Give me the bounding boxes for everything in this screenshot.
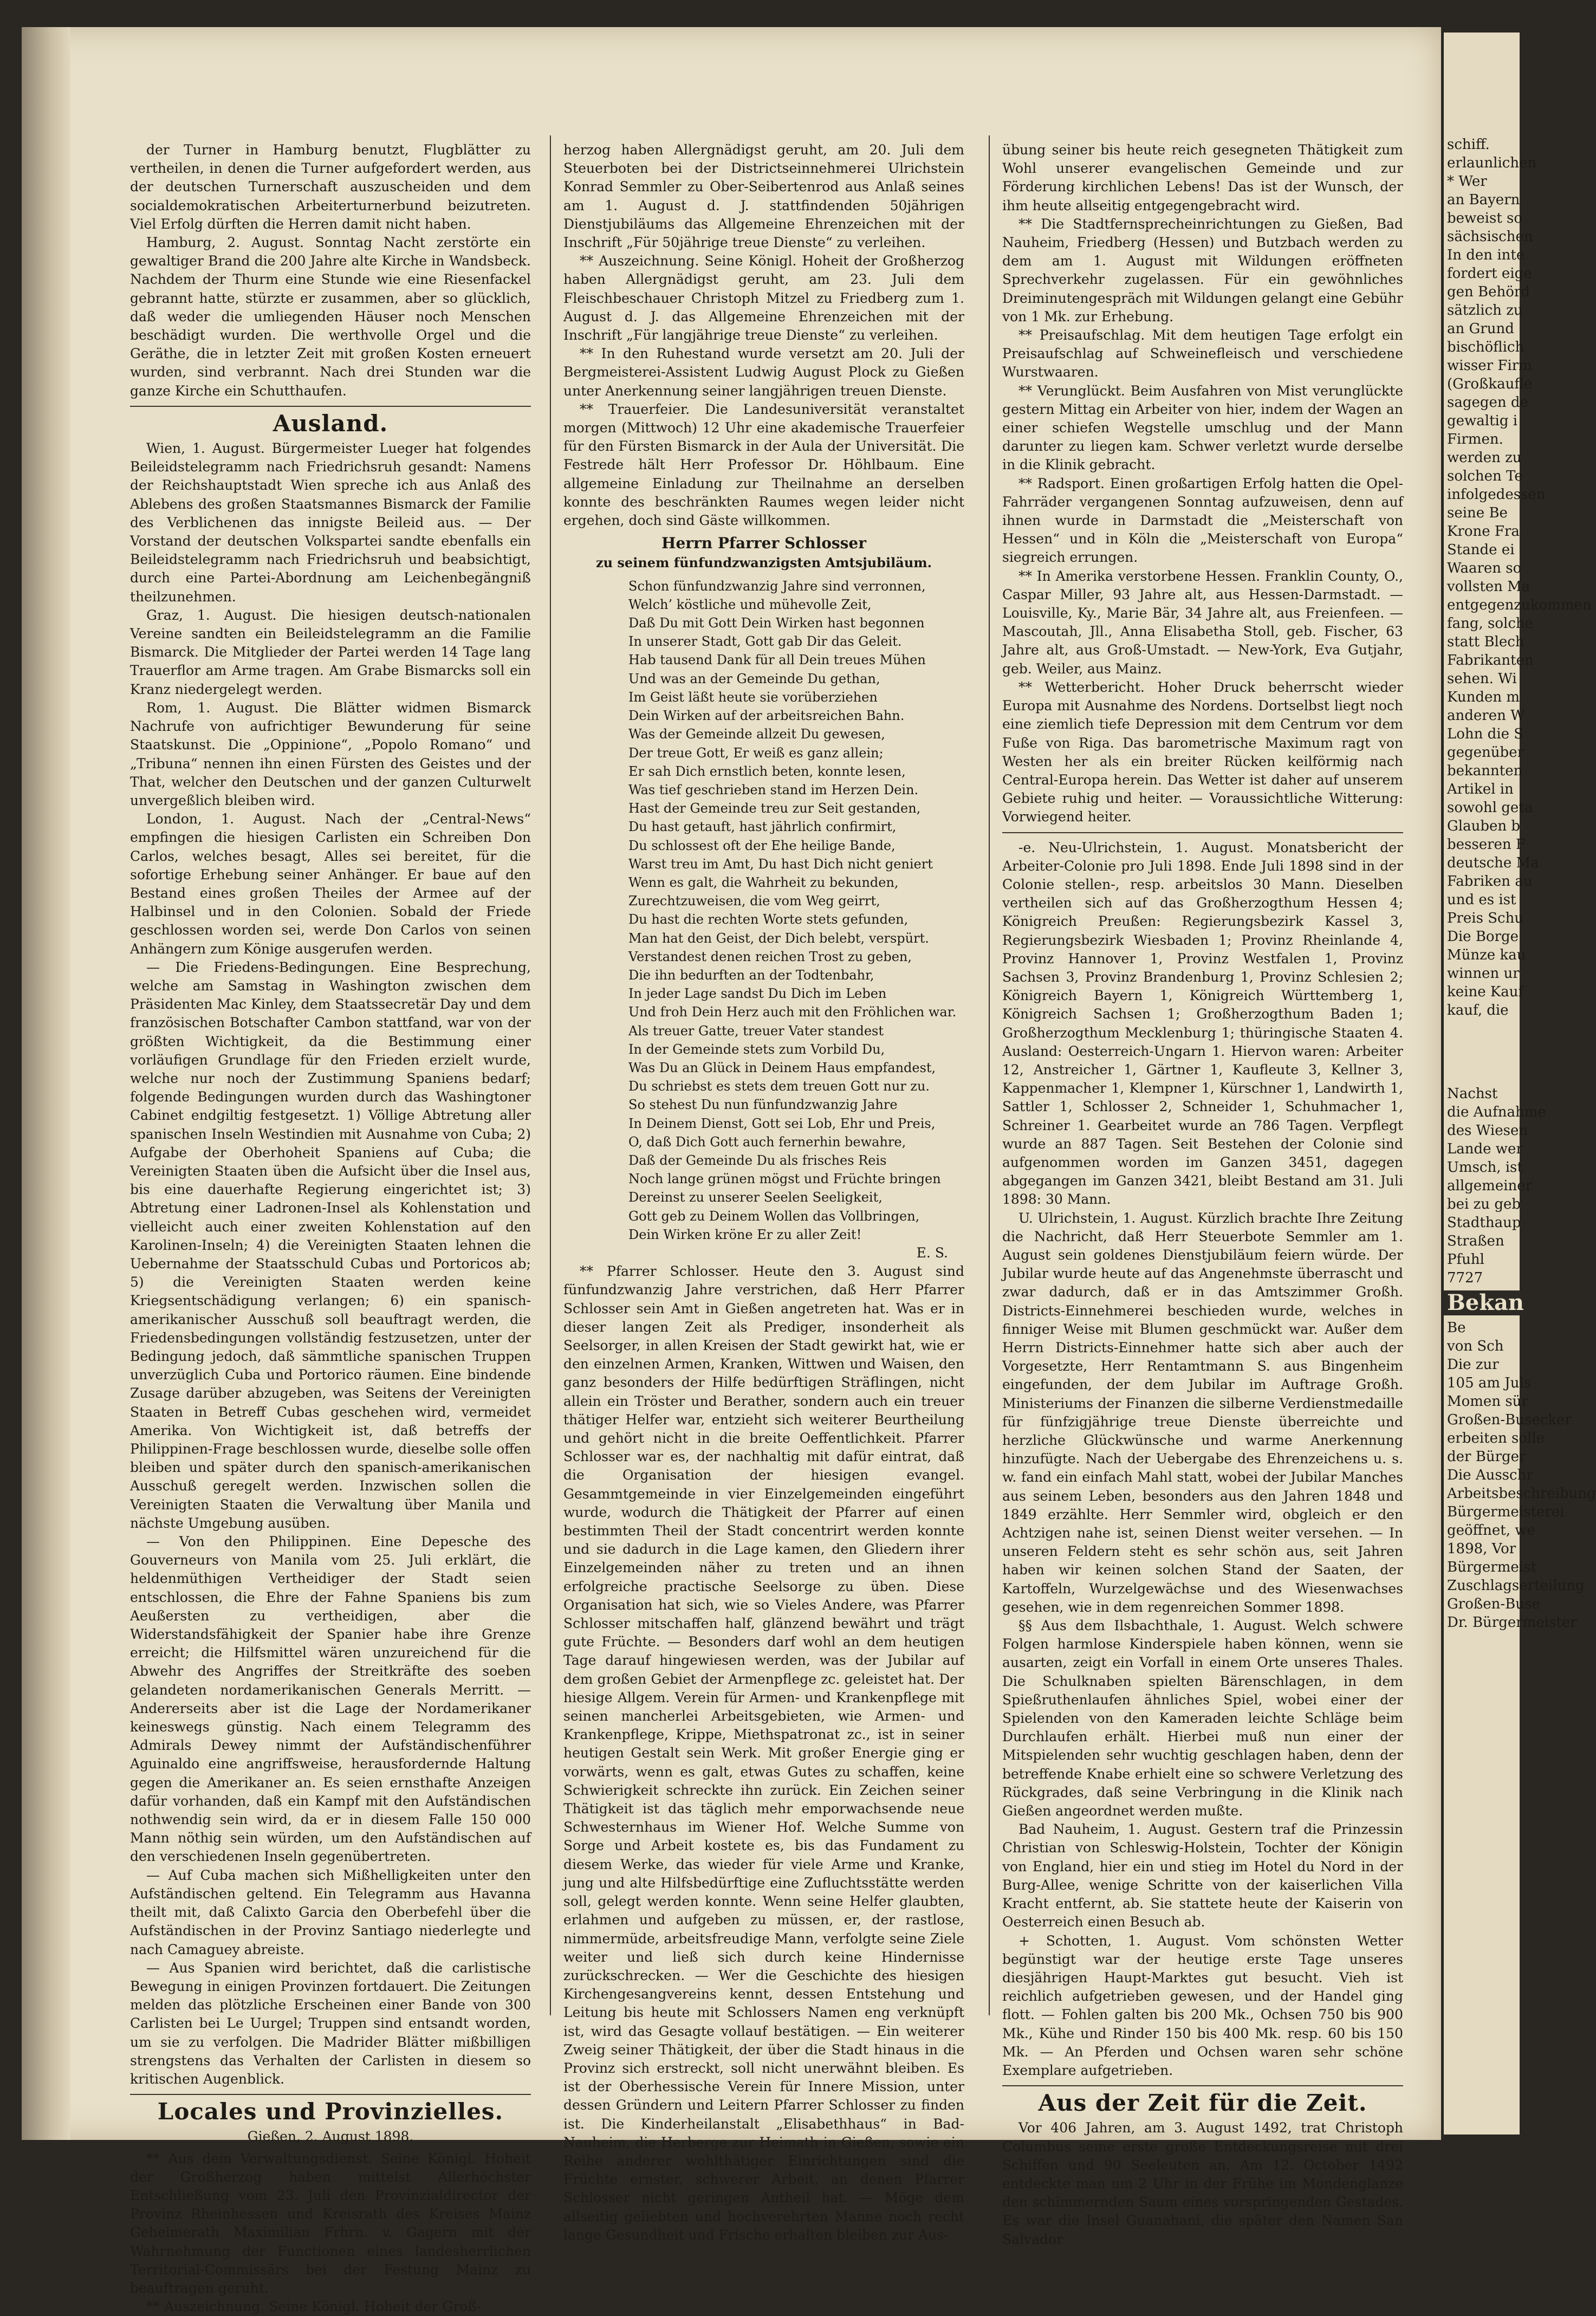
poem-line: Was der Gemeinde allzeit Du gewesen, bbox=[628, 726, 885, 742]
poem-line: Warst treu im Amt, Du hast Dich nicht geniert bbox=[628, 856, 933, 872]
adjacent-text-fragment: werden zu bbox=[1447, 450, 1522, 466]
poem-line: Was tief geschrieben stand im Herzen Dein. bbox=[628, 782, 919, 797]
adjacent-text-fragment: keine Kauf bbox=[1447, 984, 1524, 1000]
adjacent-text-fragment: Bürgermeist bbox=[1447, 1559, 1536, 1575]
adjacent-text-fragment: seine Be bbox=[1447, 505, 1508, 521]
column-divider bbox=[550, 135, 551, 2015]
poem-line: Und was an der Gemeinde Du gethan, bbox=[628, 671, 880, 686]
adjacent-text-fragment: Fabriken au bbox=[1447, 873, 1533, 890]
article-friedensbedingungen: — Die Friedens-Bedingungen. Eine Besprechung, welche am Samstag in Washington zwischen dem Präsidenten Mac Kinley, dem Staatssecretär Day und dem französischen Botschafter Cambon stattfand, war von der größten Wichtigkeit, da die Bestimmung einer vorläufigen Grundlage für den Frieden erzielt wurde, welche nur noch der Zustimmung Spaniens bedarf; folgende Bedingungen wurden durch das Washingtoner Cabinet endgiltig festgesetzt. 1) Völlige Abtretung aller spanischen Inseln Westindien mit Ausnahme von Cuba; 2) Aufgabe der Oberhoheit Spaniens auf Cuba; die Vereinigten Staaten üben die Aufsicht über die Insel aus, bis eine dauerhafte Regierung eingerichtet ist; 3) Abtretung einer Ladronen-Insel als Kohlenstation und vielleicht auch einer zweiten Kohlenstation auf den Karolinen-Inseln; 4) die Vereinigten Staaten lehnen die Uebernahme der Staatsschuld Cubas und Portoricos ab; 5) die Vereinigten Staaten werden keine Kriegsentschädigung verlangen; 6) ein spanisch-amerikanischer Ausschuß soll beauftragt werden, die Friedensbedingungen vollständig festzusetzen, unter der Bedingung jedoch, daß sämmtliche spanischen Truppen unverzüglich Cuba und Portorico räumen. Eine bindende Zusage darüber abzugeben, was Seitens der Vereinigten Staaten in Betreff Cubas geschehen wird, vermeidet Amerika. Von Wichtigkeit ist, daß betreffs der Philippinen-Frage beschlossen wurde, dieselbe solle offen bleiben und später durch den spanisch-amerikanischen Ausschuß geregelt werden. Inzwischen sollen die Vereinigten Staaten die Verwaltung über Manila und nächste Umgebung ausüben. bbox=[130, 959, 531, 1531]
adjacent-page-strip bbox=[1444, 33, 1596, 2135]
adjacent-text-fragment: Die Borge bbox=[1447, 929, 1519, 945]
poem-line: O, daß Dich Gott auch fernerhin bewahre, bbox=[628, 1134, 906, 1150]
poem-line: Hab tausend Dank für all Dein treues Mühen bbox=[628, 652, 926, 668]
adjacent-text-fragment: wisser Firm bbox=[1447, 358, 1532, 374]
adjacent-text-fragment: infolgedessen bbox=[1447, 486, 1546, 503]
adjacent-text-fragment: Bekan bbox=[1444, 1290, 1520, 1315]
adjacent-text-fragment: Großen-Buse bbox=[1447, 1596, 1540, 1612]
poem-line: Du hast die rechten Worte stets gefunden, bbox=[628, 912, 909, 927]
adjacent-page-fragments-lower bbox=[1444, 1085, 1596, 1632]
poem-signature: E. S. bbox=[916, 1244, 948, 1261]
adjacent-text-fragment: Großen-Busecker bbox=[1447, 1412, 1572, 1428]
adjacent-text-fragment: Kunden m bbox=[1447, 689, 1520, 705]
binding-spine bbox=[22, 27, 70, 2140]
adjacent-text-fragment: bischöflich bbox=[1447, 339, 1524, 355]
poem-line: Dein Wirken auf der arbeitsreichen Bahn. bbox=[628, 708, 905, 724]
poem-line: Dein Wirken kröne Er zu aller Zeit! bbox=[628, 1227, 862, 1242]
adjacent-text-fragment: schiff. bbox=[1447, 137, 1490, 153]
adjacent-page-fragments bbox=[1444, 33, 1592, 1020]
adjacent-text-fragment: Straßen bbox=[1447, 1233, 1504, 1249]
adjacent-text-fragment: Stande ei bbox=[1447, 542, 1515, 558]
adjacent-text-fragment: Die Ausschr bbox=[1447, 1467, 1533, 1483]
divider bbox=[1002, 2085, 1403, 2086]
poem-line: Dereinst zu unserer Seelen Seeligkeit, bbox=[628, 1190, 883, 1205]
adjacent-text-fragment: erbeiten solle bbox=[1447, 1430, 1545, 1446]
poem-line: So stehest Du nun fünfundzwanzig Jahre bbox=[628, 1097, 898, 1113]
poem-line: Der treue Gott, Er weiß es ganz allein; bbox=[628, 745, 884, 761]
poem-line: In unserer Stadt, Gott gab Dir das Geleit. bbox=[628, 634, 902, 650]
adjacent-text-fragment: Arbeitsbeschreibung bbox=[1447, 1485, 1596, 1502]
adjacent-text-fragment: Be bbox=[1447, 1320, 1466, 1336]
adjacent-text-fragment: 7727 bbox=[1447, 1270, 1483, 1286]
poem-line: Man hat den Geist, der Dich belebt, verspürt. bbox=[628, 930, 929, 946]
adjacent-text-fragment: solchen Te bbox=[1447, 468, 1523, 484]
adjacent-text-fragment: Fabrikanten bbox=[1447, 652, 1534, 669]
adjacent-text-fragment: an Grund bbox=[1447, 321, 1514, 337]
poem-line: Was Du an Glück in Deinem Haus empfandest, bbox=[628, 1060, 936, 1075]
adjacent-text-fragment: sätzlich zu bbox=[1447, 302, 1523, 319]
article-auszeichnung-start: ** Auszeichnung. Seine Königl. Hoheit der Groß- bbox=[146, 2299, 482, 2315]
adjacent-text-fragment: deutsche Ma bbox=[1447, 855, 1539, 871]
adjacent-text-fragment: statt Blech bbox=[1447, 634, 1524, 650]
adjacent-text-fragment: (Großkaufle bbox=[1447, 376, 1533, 392]
article-wien: Wien, 1. August. Bürgermeister Lueger hat folgendes Beileidstelegramm nach Friedrichsruh gesandt: Namens der Reichshauptstadt Wien spreche ich aus Anlaß des Ablebens des großen Staatsmannes Bismarck der Familie des Verblichenen das innigste Beileid aus. — Der Vorstand der deutschen Volkspartei sandte ebenfalls ein Beileidstelegramm nach Friedrichsruh und beabsichtigt, durch eine Partei-Abordnung am Leichenbegängniß theilzunehmen. bbox=[130, 440, 531, 605]
article-preisaufschlag: ** Preisaufschlag. Mit dem heutigen Tage erfolgt ein Preisaufschlag auf Schweinefleisch und verschiedene Wurstwaaren. bbox=[1002, 327, 1403, 380]
adjacent-text-fragment: Glauben b bbox=[1447, 818, 1521, 834]
article-graz: Graz, 1. August. Die hiesigen deutsch-nationalen Vereine sandten ein Beileidstelegramm an die Familie Bismarck. Die Mitglieder der Partei werden 14 Tage lang Trauerflor am Arme tragen. Am Grabe Bismarcks soll ein Kranz niedergelegt werden. bbox=[130, 607, 531, 697]
adjacent-text-fragment: der Bürger bbox=[1447, 1449, 1526, 1465]
column-divider bbox=[989, 135, 990, 2015]
article-bad-nauheim: Bad Nauheim, 1. August. Gestern traf die Prinzessin Christian von Schleswig-Holstein, Tochter der Königin von England, hier ein und stieg im Hotel du Nord in der Burg-Allee, wenige Schritte von der kaiserlichen Villa Kracht entfernt, ab. Sie stattete heute der Kaiserin von Oesterreich einen Besuch ab. bbox=[1002, 1821, 1403, 1930]
adjacent-text-fragment: * Wer bbox=[1447, 173, 1487, 190]
poem-line: Verstandest denen reichen Trost zu geben, bbox=[628, 949, 912, 964]
adjacent-text-fragment: gewaltig i bbox=[1447, 413, 1518, 429]
adjacent-text-fragment: Stadthaup bbox=[1447, 1215, 1521, 1231]
poem-line: In Deinem Dienst, Gott sei Lob, Ehr und Preis, bbox=[628, 1115, 936, 1131]
adjacent-text-fragment: fordert eige bbox=[1447, 265, 1532, 282]
adjacent-text-fragment: winnen ur bbox=[1447, 965, 1520, 982]
adjacent-text-fragment: allgemeiner bbox=[1447, 1178, 1533, 1194]
article-hamburg: Hamburg, 2. August. Sonntag Nacht zerstörte ein gewaltiger Brand die 200 Jahre alte Kirche in Wandsbeck. Nachdem der Thurm eine Stunde wie eine Riesenfackel gebrannt hatte, stürzte er zusammen, aber so glücklich, daß weder die umliegenden Häuser noch Menschen beschädigt wurden. Die werthvolle Orgel und die Geräthe, die in letzter Zeit mit großen Kosten erneuert wurden, sind verbrannt. Nach drei Stunden war die ganze Kirche ein Schutthaufen. bbox=[130, 235, 531, 399]
poem-line: In jeder Lage sandst Du Dich im Leben bbox=[628, 986, 887, 1002]
adjacent-text-fragment: Die zur bbox=[1447, 1357, 1499, 1373]
adjacent-text-fragment: 105 am Juls bbox=[1447, 1375, 1532, 1391]
adjacent-text-fragment: Dr. Bürgermeister bbox=[1447, 1614, 1577, 1631]
section-heading-ausland: Ausland. bbox=[273, 410, 388, 437]
adjacent-text-fragment: Nachst bbox=[1447, 1086, 1498, 1102]
article-trauerfeier: ** Trauerfeier. Die Landesuniversität veranstaltet morgen (Mittwoch) 12 Uhr eine akademische Trauerfeier für den Fürsten Bismarck in der Aula der Universität. Die Festrede hält Herr Professor Dr. Höhlbaum. Eine allgemeine Einladung zur Theilnahme an derselben konnte des beschränkten Raumes wegen leider nicht ergehen, doch sind Gäste willkommen. bbox=[563, 401, 964, 529]
adjacent-text-fragment: Firmen. bbox=[1447, 431, 1503, 447]
article-cuba: — Auf Cuba machen sich Mißhelligkeiten unter den Aufständischen geltend. Ein Telegramm aus Havanna theilt mit, daß Calixto Garcia den Oberbefehl über die Aufständischen in der Provinz Santiago niederlegte und nach Camaguey abreiste. bbox=[130, 1867, 531, 1957]
poem-line: Du schriebst es stets dem treuen Gott nur zu. bbox=[628, 1079, 930, 1094]
poem-line: Zurechtzuweisen, die vom Weg geirrt, bbox=[628, 893, 880, 909]
column-1 bbox=[130, 141, 531, 2316]
section-heading-zeit: Aus der Zeit für die Zeit. bbox=[1038, 2090, 1367, 2117]
divider bbox=[130, 406, 531, 407]
poem-line: Welch’ köstliche und mühevolle Zeit, bbox=[628, 596, 872, 612]
poem-line: Du hast getauft, hast jährlich confirmirt, bbox=[628, 819, 897, 835]
poem-title: Herrn Pfarrer Schlosser bbox=[661, 534, 866, 553]
adjacent-text-fragment: besseren F bbox=[1447, 836, 1526, 853]
adjacent-text-fragment: geöffnet, we bbox=[1447, 1522, 1535, 1539]
adjacent-text-fragment: Münze kau bbox=[1447, 947, 1526, 963]
article-turner-end: der Turner in Hamburg benutzt, Flugblätter zu vertheilen, in denen die Turner aufgefordert werden, aus der deutschen Turnerschaft auszuscheiden und dem socialdemokratischen Arbeiterturnerbund beizutreten. Viel Erfolg dürften die Herren damit nicht haben. bbox=[130, 142, 531, 232]
poem-line: In der Gemeinde stets zum Vorbild Du, bbox=[628, 1041, 885, 1057]
poem-line: Er sah Dich ernstlich beten, konnte lesen, bbox=[628, 763, 906, 779]
adjacent-text-fragment: Bürgermeisterei bbox=[1447, 1504, 1565, 1520]
adjacent-text-fragment: bekannten bbox=[1447, 763, 1523, 779]
article-radsport: ** Radsport. Einen großartigen Erfolg hatten die Opel-Fahrräder vergangenen Sonntag aufzuweisen, denn auf ihnen wurde in Darmstadt die „Meisterschaft von Hessen“ und in Köln die „Meisterschaft von Europa“ siegreich errungen. bbox=[1002, 475, 1403, 566]
adjacent-text-fragment: fang, solche bbox=[1447, 615, 1534, 632]
poem-subtitle: zu seinem fünfundzwanzigsten Amtsjubiläum. bbox=[595, 555, 932, 571]
adjacent-text-fragment: 1898, Vor bbox=[1447, 1541, 1516, 1557]
adjacent-text-fragment: von Sch bbox=[1447, 1338, 1504, 1354]
poem-line: Im Geist läßt heute sie vorüberziehen bbox=[628, 689, 878, 705]
article-spanien: — Aus Spanien wird berichtet, daß die carlistische Bewegung in einigen Provinzen fortdauert. Die Zeitungen melden das plötzliche Erscheinen einer Bande von 300 Carlisten bei Le Uurgel; Truppen sind entsandt worden, um sie zu verfolgen. Die Madrider Blätter mißbilligen strengstens das Verhalten der Carlisten in diesem so kritischen Augenblick. bbox=[130, 1960, 531, 2087]
adjacent-text-fragment: beweist so bbox=[1447, 210, 1523, 226]
adjacent-text-fragment: In den inte bbox=[1447, 247, 1525, 263]
article-auszeichnung-2: ** Auszeichnung. Seine Königl. Hoheit der Großherzog haben Allergnädigst geruht, am 23. Juli dem Fleischbeschauer Christoph Mitzel zu Friedberg zum 1. August d. J. das Allgemeine Ehrenzeichen mit der Inschrift „Für langjährige treue Dienste“ zu verleihen. bbox=[563, 253, 964, 343]
adjacent-text-fragment: Momen sür bbox=[1447, 1393, 1528, 1410]
adjacent-text-fragment: erlaunlichen bbox=[1447, 155, 1537, 171]
poem-line: Du schlossest oft der Ehe heilige Bande, bbox=[628, 838, 896, 853]
article-wetterbericht: ** Wetterbericht. Hoher Druck beherrscht wieder Europa mit Ausnahme des Nordens. Dortselbst liegt noch eine ziemlich tiefe Depression mit dem Centrum vor dem Fuße von Riga. Das barometrische Maximum ragt von Westen her als ein breiter Rücken keilförmig nach Central-Europa herein. Das Wetter ist daher auf unserem Gebiete ruhig und heiter. — Voraussichtliche Witterung: Vorwiegend heiter. bbox=[1002, 679, 1403, 825]
adjacent-text-fragment: gen Behörd bbox=[1447, 284, 1530, 300]
article-fernsprech: ** Die Stadtfernsprecheinrichtungen zu Gießen, Bad Nauheim, Friedberg (Hessen) und Butzbach werden zu dem am 1. August mit Wildungen eröffneten Sprechverkehr zugelassen. Für ein gewöhnliches Dreiminutengespräch mit Wildungen gelangt eine Gebühr von 1 Mk. zur Erhebung. bbox=[1002, 216, 1403, 325]
article-rom: Rom, 1. August. Die Blätter widmen Bismarck Nachrufe von aufrichtiger Bewunderung für seine Staatskunst. Die „Oppinione“, „Popolo Romano“ und „Tribuna“ nennen ihn einen Fürsten des Geistes und der That, welcher den Deutschen und der ganzen Culturwelt unvergeßlich bleiben wird. bbox=[130, 699, 531, 808]
article-philippinen: — Von den Philippinen. Eine Depesche des Gouverneurs von Manila vom 25. Juli erklärt, die heldenmüthigen Vertheidiger der Stadt seien entschlossen, die Ehre der Fahne Spaniens bis zum Aeußersten zu vertheidigen, aber die Widerstandsfähigkeit der Spanier habe ihre Grenze erreicht; die Hilfsmittel wären unzureichend für die Abwehr des Angriffes der Streitkräfte des soeben gelandeten nordamerikanischen Generals Merritt. — Andererseits aber ist die Lage der Nordamerikaner keineswegs günstig. Nach einem Telegramm des Admirals Dewey nimmt der Aufständischenführer Aguinaldo eine angriffsweise, herausfordernde Haltung gegen die Amerikaner an. Es seien ernsthafte Anzeigen dafür vorhanden, daß ein Kampf mit den Aufständischen nothwendig sein wird, da er in diesem Falle 150 000 Mann nöthig sein würden, um den Aufständischen auf den verschiedenen Inseln gegenübertreten. bbox=[130, 1534, 531, 1865]
adjacent-text-fragment: des Wiesen bbox=[1447, 1123, 1528, 1139]
poem-line: Noch lange grünen mögst und Früchte bringen bbox=[628, 1171, 941, 1187]
article-amerika-hessen: ** In Amerika verstorbene Hessen. Franklin County, O., Caspar Miller, 93 Jahre alt, aus Hessen-Darmstadt. — Louisville, Ky., Marie Bär, 34 Jahre alt, aus Freienfeen. — Mascoutah, Jll., Anna Elisabetha Stoll, geb. Fischer, 63 Jahre alt, aus Groß-Umstadt. — New-York, Eva Gutjahr, geb. Weiler, aus Mainz. bbox=[1002, 568, 1403, 677]
column-2 bbox=[563, 141, 964, 2244]
article-pfarrer-schlosser: ** Pfarrer Schlosser. Heute den 3. August sind fünfundzwanzig Jahre verstrichen, daß Herr Pfarrer Schlosser sein Amt in Gießen angetreten hat. Was er in dieser langen Zeit als Prediger, insonderheit als Seelsorger, in allen Kreisen der Stadt gewirkt hat, wie er den einzelnen Armen, Kranken, Wittwen und Waisen, den ganz besonders der Hilfe bedürftigen Sträflingen, nicht allein ein Tröster und Berather, sondern auch ein treuer thätiger Helfer war, entzieht sich weiterer Beurtheilung und gehört nicht in die breite Oeffentlichkeit. Pfarrer Schlosser war es, der nachhaltig mit dafür eintrat, daß die Organisation der hiesigen evangel. Gesammtgemeinde in vier Einzelgemeinden eingeführt wurde, wodurch die Thätigkeit der Pfarrer auf einen bestimmten Theil der Stadt concentrirt werden konnte und sie dadurch in die Lage kamen, den Gliedern ihrer Einzelgemeinden näher zu treten und an ihnen erfolgreiche practische Seelsorge zu üben. Diese Organisation hat sich, wie so Vieles Andere, was Pfarrer Schlosser mitschaffen half, glänzend bewährt und trägt gute Früchte. — Besonders darf wohl an dem heutigen Tage darauf hingewiesen werden, was der Jubilar auf dem großen Gebiet der Armenpflege zc. geleistet hat. Der hiesige Allgem. Verein für Armen- und Krankenpflege mit seinen mancherlei Arbeitsgebieten, wie Armen- und Krankenpflege, Krippe, Miethspatronat zc., ist in seiner heutigen Gestalt sein Werk. Mit großer Energie ging er vorwärts, wenn es galt, etwas Gutes zu schaffen, keine Schwierigkeit schreckte ihn zurück. Ein Zeichen seiner Thätigkeit ist das täglich mehr emporwachsende neue Schwesternhaus im Wiener Hof. Welche Summe von Sorge und Arbeit kostete es, bis das Fundament zu diesem Werke, das wieder für viele Arme und Kranke, jung und alte Hilfsbedürftige eine Zufluchtsstätte werden soll, gelegt werden konnte. Wenn seine Helfer glaubten, erlahmen und aufgeben zu müssen, er, der rastlose, nimmermüde, arbeitsfreudige Mann, verfolgte seine Ziele weiter und ließ sich durch keine Hindernisse zurückschrecken. — Wer die Geschichte des hiesigen Kirchengesangvereins kennt, dessen Entstehung und Leitung bis heute mit Schlossers Namen eng verknüpft ist, wird das Gesagte vollauf bestätigen. — Ein weiterer Zweig seiner Thätigkeit, der über die Stadt hinaus in die Provinz sich erstreckt, soll nicht unerwähnt bleiben. Es ist der Oberhessische Verein für Innere Mission, unter dessen Gründern und Leitern Pfarrer Schlosser zu finden ist. Die Kinderheilanstalt „Elisabethhaus“ in Bad-Nauheim, die Herberge zur Heimath in Gießen, sowie ein Reihe anderer wohlthätiger Einrichtungen sind die Früchte ernster, schwerer Arbeit, an denen Pfarrer Schlosser nicht geringen Antheil hat. — Möge dem allseitig geliebten und hochverehrten Manne noch recht lange Gesundheit und Frische erhalten bleiben zur Aus- bbox=[563, 1263, 964, 2243]
adjacent-text-fragment: anderen W bbox=[1447, 708, 1525, 724]
poem-line: Und froh Dein Herz auch mit den Fröhlichen war. bbox=[628, 1004, 957, 1020]
article-schlosser-end: übung seiner bis heute reich gesegneten Thätigkeit zum Wohl unserer evangelischen Gemeinde und zur Förderung kirchlichen Lebens! Das ist der Wunsch, der ihm heute allseitig entgegengebracht wird. bbox=[1002, 142, 1403, 213]
adjacent-text-fragment: vollsten Ma bbox=[1447, 579, 1530, 595]
dateline: Gießen, 2. August 1898. bbox=[247, 2129, 414, 2145]
divider bbox=[130, 2094, 531, 2095]
adjacent-text-fragment: Lohn die S bbox=[1447, 726, 1524, 742]
adjacent-text-fragment: Artikel in bbox=[1447, 781, 1514, 797]
article-london: London, 1. August. Nach der „Central-News“ empfingen die hiesigen Carlisten ein Schreiben Don Carlos, welches besagt, Alles sei bereitet, für die sofortige Erhebung seiner Anhänger. Er baue auf den Bestand eines großen Theiles der Armee auf der Halbinsel und in den Colonien. Sobald der Friede geschlossen worden sei, werde Don Carlos von seinen Anhängern zum Könige ausgerufen werden. bbox=[130, 811, 531, 957]
article-neu-ulrichstein: -e. Neu-Ulrichstein, 1. August. Monatsbericht der Arbeiter-Colonie pro Juli 1898. Ende Juli 1898 sind in der Colonie stellen-, resp. arbeitslos 30 Mann. Dieselben vertheilen sich auf das Großherzogthum Hessen 4; Königreich Preußen: Regierungsbezirk Kassel 3, Regierungsbezirk Wiesbaden 1; Provinz Rheinlande 4, Provinz Hannover 1, Provinz Westfalen 1, Provinz Sachsen 3, Provinz Brandenburg 1, Provinz Schlesien 2; Königreich Bayern 1, Königreich Württemberg 1, Königreich Sachsen 1; Großherzogthum Baden 1; Großherzogthum Mecklenburg 1; thüringische Staaten 4. Ausland: Oesterreich-Ungarn 1. Hiervon waren: Arbeiter 12, Anstreicher 1, Gärtner 1, Kaufleute 3, Kellner 3, Kappenmacher 1, Klempner 1, Kürschner 1, Landwirth 1, Sattler 1, Schlosser 2, Schneider 1, Schuhmacher 1, Schreiner 1. Gearbeitet wurde an 786 Tagen. Verpflegt wurde an 887 Tagen. Seit Bestehen der Colonie sind aufgenommen worden im Ganzen 3451, dagegen abgegangen im Ganzen 3421, bleibt Bestand am 31. Juli 1898: 30 Mann. bbox=[1002, 839, 1403, 1208]
adjacent-text-fragment: Waaren so bbox=[1447, 560, 1522, 576]
poem-line: Daß der Gemeinde Du als frisches Reis bbox=[628, 1152, 887, 1168]
article-auszeichnung-cont: herzog haben Allergnädigst geruht, am 20. Juli dem Steuerboten bei der Districtseinnehmerei Ulrichstein Konrad Semmler zu Ober-Seibertenrod aus Anlaß seines am 1. August d. J. stattfindenden 50jährigen Dienstjubiläums das Allgemeine Ehrenzeichen mit der Inschrift „Für 50jährige treue Dienste“ zu verleihen. bbox=[563, 142, 964, 251]
poem-line: Schon fünfundzwanzig Jahre sind verronnen, bbox=[628, 578, 926, 594]
poem-line: Hast der Gemeinde treu zur Seit gestanden, bbox=[628, 801, 921, 816]
poem-line: Gott geb zu Deinem Wollen das Vollbringen, bbox=[628, 1208, 920, 1224]
adjacent-text-fragment: Umsch, ist bbox=[1447, 1159, 1523, 1176]
article-columbus: Vor 406 Jahren, am 3. August 1492, trat Christoph Columbus seine erste große Entdeckungsreise mit drei Schiffen und 90 Seeleuten an. Am 12. October 1492 entdeckte man um 2 Uhr in der Frühe im Mondenglanze den schimmernden Saum eines vorspringenden Gestades. Es war die Insel Guanahani, die später den Namen San Salvador bbox=[1002, 2120, 1403, 2247]
divider bbox=[1002, 832, 1403, 833]
adjacent-text-fragment: sowohl geta bbox=[1447, 800, 1533, 816]
poem-line: Daß Du mit Gott Dein Wirken hast begonnen bbox=[628, 615, 925, 631]
article-verunglueckt: ** Verunglückt. Beim Ausfahren von Mist verunglückte gestern Mittag ein Arbeiter von hier, indem der Wagen an einer schiefen Wegstelle umschlug und der Mann darunter zu liegen kam. Schwer verletzt wurde derselbe in die Klinik gebracht. bbox=[1002, 382, 1403, 473]
article-ruhestand: ** In den Ruhestand wurde versetzt am 20. Juli der Bergmeisterei-Assistent Ludwig August Plock zu Gießen unter Anerkennung seiner langjährigen treuen Dienste. bbox=[563, 346, 964, 399]
poem-line: Wenn es galt, die Wahrheit zu bekunden, bbox=[628, 874, 899, 890]
adjacent-text-fragment: und es ist bbox=[1447, 892, 1516, 908]
adjacent-text-fragment: Pfuhl bbox=[1447, 1251, 1484, 1268]
article-ulrichstein: U. Ulrichstein, 1. August. Kürzlich brachte Ihre Zeitung die Nachricht, daß Herr Steuerbote Semmler am 1. August sein goldenes Dienstjubiläum feiern würde. Der Jubilar wurde heute auf das Angenehmste überrascht und zwar dadurch, daß er in das Amtszimmer Großh. Districts-Einnehmerei beschieden wurde, welches in finniger Weise mit Blumen geschmückt war. Außer dem Herrn Districts-Einnehmer hatte sich aber auch der Vorgesetzte, Herr Rentamtmann S. aus Bingenheim eingefunden, der dem Jubilar im Auftrage Großh. Ministeriums der Finanzen die silberne Verdienstmedaille für fünfzigjährige treue Dienste überreichte und herzliche Glückwünsche und warme Anerkennung hinzufügte. Nach der Uebergabe des Ehrenzeichens u. s. w. fand ein einfach Mahl statt, wobei der Jubilar Manches aus seinem Leben, besonders aus den Jahren 1848 und 1849 erzählte. Herr Semmler wird, obgleich er den Achtzigen nahe ist, seinen Dienst weiter versehen. — In unseren Feldern steht es sehr schön aus, seit Jahren haben wir keinen solchen Stand der Saaten, der Kartoffeln, Wurzelgewächse und des Wiesenwachses gesehen, wie in dem regenreichen Sommer 1898. bbox=[1002, 1210, 1403, 1615]
article-ilsbachthale: §§ Aus dem Ilsbachthale, 1. August. Welch schwere Folgen harmlose Kinderspiele haben können, wenn sie ausarten, zeigt ein Vorfall in einem Orte unseres Thales. Die Schulknaben spielten Bärenschlagen, in dem Spießruthenlaufen ähnliches Spiel, wobei einer der Spielenden von den Kameraden leichte Schläge beim Durchlaufen erhält. Hierbei muß nun einer der Mitspielenden sehr wuchtig geschlagen haben, denn der betreffende Knabe erhielt eine so schwere Verletzung des Rückgrades, daß seine Verbringung in die Klinik nach Gießen angeordnet werden mußte. bbox=[1002, 1618, 1403, 1819]
adjacent-text-fragment: sehen. Wi bbox=[1447, 671, 1517, 687]
adjacent-text-fragment: Krone Fra bbox=[1447, 523, 1520, 540]
column-3 bbox=[1002, 141, 1403, 2249]
adjacent-text-fragment: die Aufnahme bbox=[1447, 1104, 1546, 1120]
adjacent-text-fragment: bei zu geb bbox=[1447, 1196, 1521, 1212]
adjacent-text-fragment: Lande wer bbox=[1447, 1141, 1523, 1157]
adjacent-text-fragment: Preis Schu bbox=[1447, 910, 1524, 926]
adjacent-text-fragment: sagegen de bbox=[1447, 394, 1528, 411]
poem-line: Die ihn bedurften an der Todtenbahr, bbox=[628, 967, 874, 983]
poem bbox=[563, 577, 964, 1244]
adjacent-text-fragment: kauf, die bbox=[1447, 1002, 1509, 1018]
article-schotten: + Schotten, 1. August. Vom schönsten Wetter begünstigt war der heutige erste Tage unseres diesjährigen Haupt-Marktes gut besucht. Vieh ist reichlich aufgetrieben gewesen, und der Handel ging flott. — Fohlen galten bis 200 Mk., Ochsen 750 bis 900 Mk., Kühe und Rinder 150 bis 400 Mk. resp. 60 bis 150 Mk. — An Pferden und Ochsen waren sehr schöne Exemplare aufgetrieben. bbox=[1002, 1932, 1403, 2078]
article-verwaltungsdienst: ** Aus dem Verwaltungsdienst. Seine Königl. Hoheit der Großherzog haben mittelst Allerhöchster Entschließung vom 23. Juli den Provinzialdirector der Provinz Rheinhessen und Kreisrath des Kreises Mainz Geheimerath Maximilian Frhrn. v. Gagern mit der Wahrnehmung der Functionen eines landesherrlichen Territorial-Commissärs bei der Festung Mainz zu beauftragen geruht. bbox=[130, 2150, 531, 2296]
poem-line: Als treuer Gatte, treuer Vater standest bbox=[628, 1023, 884, 1039]
adjacent-text-fragment: entgegenzukommen bbox=[1447, 597, 1592, 613]
section-heading-locales: Locales und Provinzielles. bbox=[157, 2098, 504, 2125]
adjacent-text-fragment: an Bayern bbox=[1447, 192, 1520, 208]
adjacent-text-fragment: Zuschlagserteilung bbox=[1447, 1578, 1585, 1594]
adjacent-text-fragment: sächsischen bbox=[1447, 229, 1533, 245]
adjacent-text-fragment: gegenüber bbox=[1447, 744, 1524, 761]
